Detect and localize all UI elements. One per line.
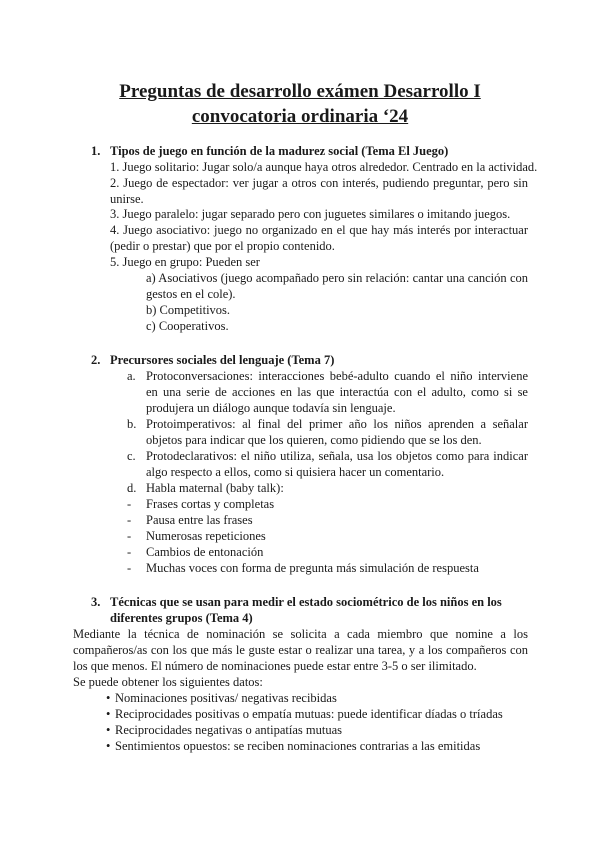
question-1-heading-text: Tipos de juego en función de la madurez social (Tema El Juego) [110,144,449,158]
q3-bullet-2-text: Reciprocidades positivas o empatía mutuas: puede identificar díadas o tríadas [115,707,503,721]
question-2-heading [91,352,335,368]
q2-dash-3-text: Numerosas repeticiones [146,529,266,543]
question-3-heading-line-1: Técnicas que se usan para medir el estado sociométrico de los niños en los [110,595,502,609]
question-3-number: 3. [91,595,101,609]
q3-bullet-1-text: Nominaciones positivas/ negativas recibidas [115,691,337,705]
q2-item-a-marker: a. [127,369,136,383]
q2-dash-4-text: Cambios de entonación [146,545,264,559]
q1-item-4: 4. Juego asociativo: juego no organizado en el que hay más interés por interactuar (pedir o prestar) que por el propio contenido. [110,223,528,253]
q2-item-d-text: Habla maternal (baby talk): [146,481,284,495]
q2-item-b-marker: b. [127,417,137,431]
q2-dash-1-text: Frases cortas y completas [146,497,275,511]
q2-dash-2-marker: - [127,513,132,527]
q3-bullet-3-marker: • [106,723,111,737]
question-3-heading-line-2: diferentes grupos (Tema 4) [110,611,253,625]
q2-dash-2-text: Pausa entre las frases [146,513,253,527]
q3-paragraph: Mediante la técnica de nominación se solicita a cada miembro que nomine a los compañeros/as con los que más le guste estar o realizar una tarea, y a los compañeros con los que menos. El número de nominaciones puede estar entre 3-5 o ser ilimitado. [73,627,528,673]
q2-dash-5-marker: - [127,561,132,575]
q2-dash-3-marker: - [127,529,132,543]
q1-sub-item-c: c) Cooperativos. [146,319,229,333]
q2-item-d-marker: d. [127,481,137,495]
question-2-heading-text: Precursores sociales del lenguaje (Tema 7) [110,353,335,367]
q2-dash-1-marker: - [127,497,132,511]
q2-item-b-text: Protoimperativos: al final del primer año los niños aprenden a señalar objetos para indicar que los quieren, como pidiendo que se los den. [146,417,528,447]
q3-intro: Se puede obtener los siguientes datos: [73,675,263,689]
question-2-number: 2. [91,353,101,367]
q3-bullet-3-text: Reciprocidades negativas o antipatías mutuas [115,723,343,737]
q2-item-c-marker: c. [127,449,136,463]
q3-bullet-4-marker: • [106,739,111,753]
q3-bullet-1-marker: • [106,691,111,705]
q1-sub-item-b: b) Competitivos. [146,303,231,317]
q2-dash-4-marker: - [127,545,132,559]
q1-item-2: 2. Juego de espectador: ver jugar a otros con interés, pudiendo preguntar, pero sin unirse. [110,176,528,206]
q1-item-1: 1. Juego solitario: Jugar solo/a aunque haya otros alrededor. Centrado en la actividad. [110,160,538,174]
question-1-heading [91,143,449,159]
q1-item-5: 5. Juego en grupo: Pueden ser [110,255,260,269]
question-1-number: 1. [91,144,101,158]
question-3-heading [91,594,502,610]
q2-item-c-text: Protodeclarativos: el niño utiliza, señala, usa los objetos como para indicar algo respecto a ellos, como si quisiera hacer un comentario. [146,449,528,479]
q1-item-3: 3. Juego paralelo: jugar separado pero con juguetes similares o imitando juegos. [110,207,511,221]
q2-dash-5-text: Muchas voces con forma de pregunta más simulación de respuesta [146,561,479,575]
q3-bullet-4-text: Sentimientos opuestos: se reciben nominaciones contrarias a las emitidas [115,739,481,753]
q1-sub-item-a: a) Asociativos (juego acompañado pero sin relación: cantar una canción con gestos en el cole). [146,271,528,301]
q2-item-a-text: Protoconversaciones: interacciones bebé-adulto cuando el niño interviene en una serie de acciones en las que interactúa con el adulto, como si se produjera un diálogo aunque todavía sin lenguaje. [146,369,528,415]
document-title-line-1: Preguntas de desarrollo exámen Desarrollo I [119,81,481,102]
document-title-line-2: convocatoria ordinaria ‘24 [191,106,409,127]
q3-bullet-2-marker: • [106,707,111,721]
